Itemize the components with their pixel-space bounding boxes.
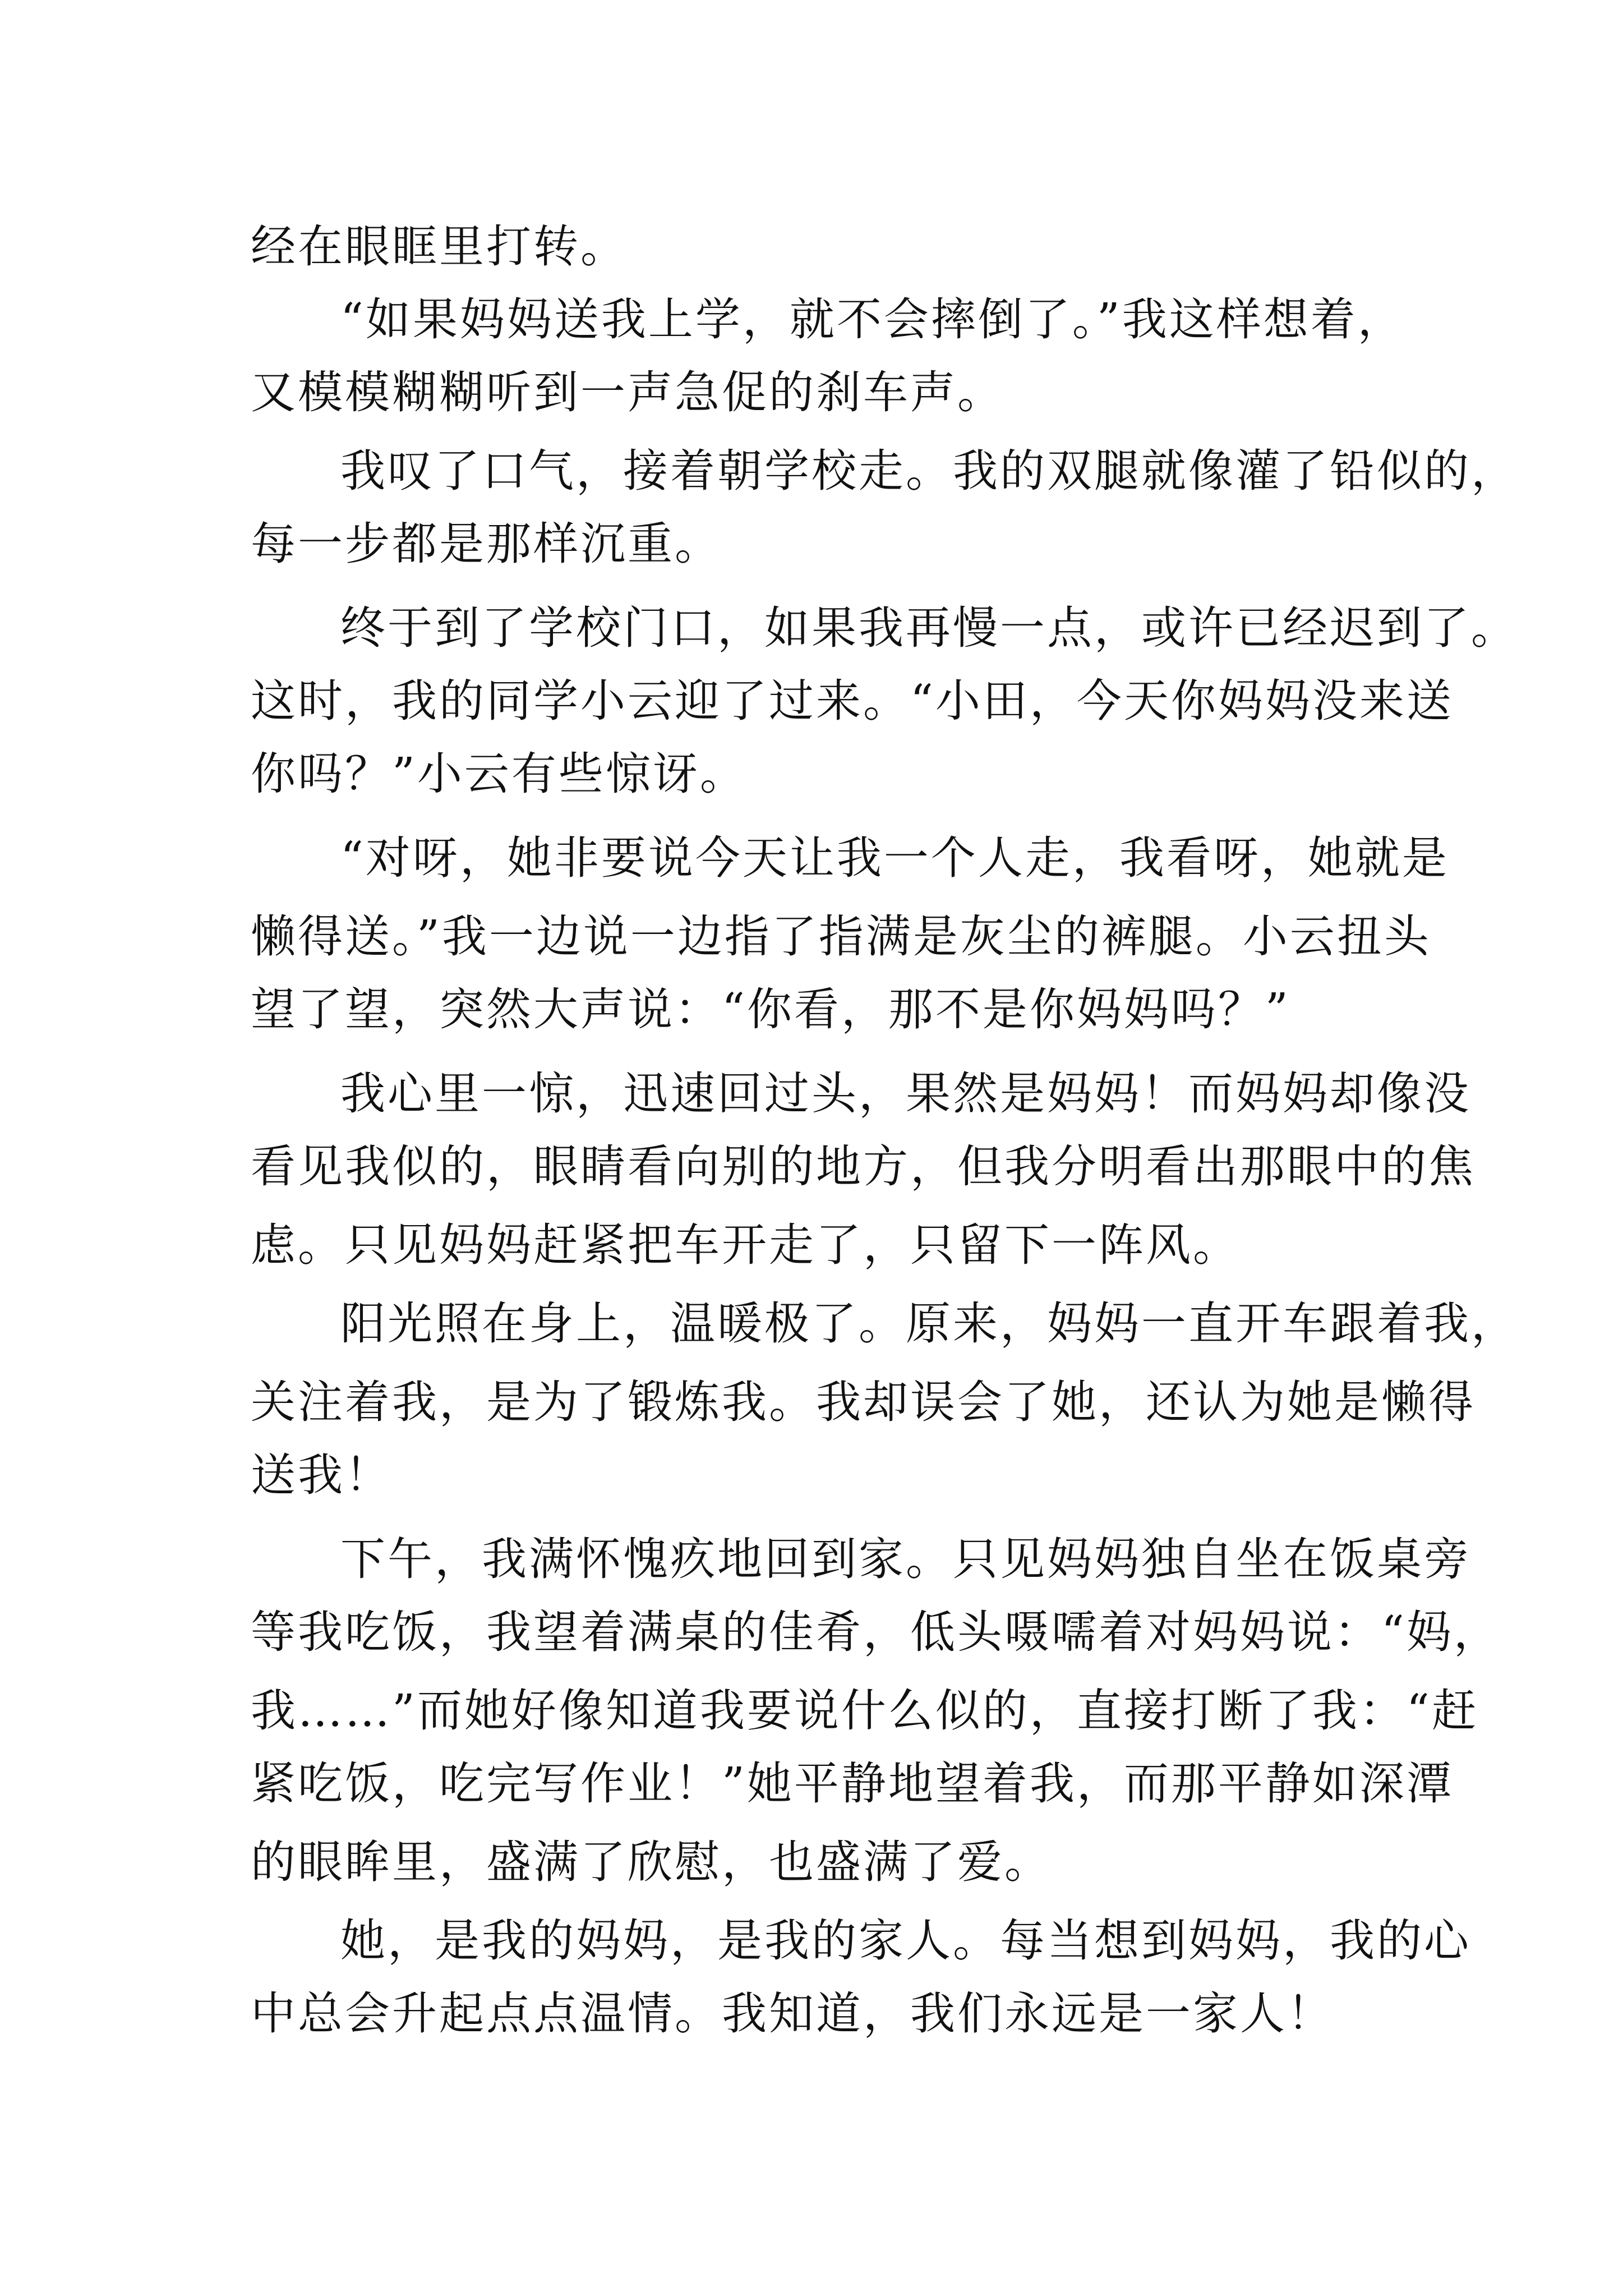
text-line: 送我！	[251, 1449, 392, 1501]
paragraph-start-line: “如果妈妈送我上学，就不会摔倒了。”我这样想着，	[340, 293, 1405, 346]
text-line: 看见我似的，眼睛看向别的地方，但我分明看出那眼中的焦	[251, 1140, 1476, 1193]
text-line: 的眼眸里，盛满了欣慰，也盛满了爱。	[251, 1836, 1052, 1888]
text-line: 经在眼眶里打转。	[251, 220, 628, 273]
text-line: 这时，我的同学小云迎了过来。“小田，今天你妈妈没来送	[251, 675, 1454, 727]
text-line: 望了望，突然大声说：“你看，那不是你妈妈吗？”	[251, 983, 1290, 1036]
text-line: 每一步都是那样沉重。	[251, 518, 722, 570]
paragraph-start-line: 阳光照在身上，温暖极了。原来，妈妈一直开车跟着我，	[340, 1297, 1518, 1350]
paragraph-start-line: 下午，我满怀愧疚地回到家。只见妈妈独自坐在饭桌旁	[340, 1533, 1471, 1585]
text-line: 我……”而她好像知道我要说什么似的，直接打断了我：“赶	[251, 1685, 1479, 1737]
text-line: 关注着我，是为了锻炼我。我却误会了她，还认为她是懒得	[251, 1376, 1476, 1428]
paragraph-start-line: 终于到了学校门口，如果我再慢一点，或许已经迟到了。	[340, 602, 1518, 654]
text-line: 又模模糊糊听到一声急促的刹车声。	[251, 366, 1004, 418]
text-line: 懒得送。”我一边说一边指了指满是灰尘的裤腿。小云扭头	[251, 910, 1431, 963]
text-line: 虑。只见妈妈赶紧把车开走了，只留下一阵风。	[251, 1219, 1240, 1271]
text-line: 中总会升起点点温情。我知道，我们永远是一家人！	[251, 1987, 1334, 2040]
paragraph-start-line: 我心里一惊，迅速回过头，果然是妈妈！而妈妈却像没	[340, 1068, 1471, 1120]
paragraph-start-line: 她，是我的妈妈，是我的家人。每当想到妈妈，我的心	[340, 1915, 1471, 1967]
text-line: 你吗？”小云有些惊讶。	[251, 748, 747, 800]
text-line: 等我吃饭，我望着满桌的佳肴，低头嗫嚅着对妈妈说：“妈，	[251, 1606, 1501, 1658]
paragraph-start-line: 我叹了口气，接着朝学校走。我的双腿就像灌了铅似的，	[340, 445, 1518, 497]
text-line: 紧吃饭，吃完写作业！”她平静地望着我，而那平静如深潭	[251, 1757, 1454, 1810]
paragraph-start-line: “对呀，她非要说今天让我一个人走，我看呀，她就是	[340, 832, 1449, 884]
